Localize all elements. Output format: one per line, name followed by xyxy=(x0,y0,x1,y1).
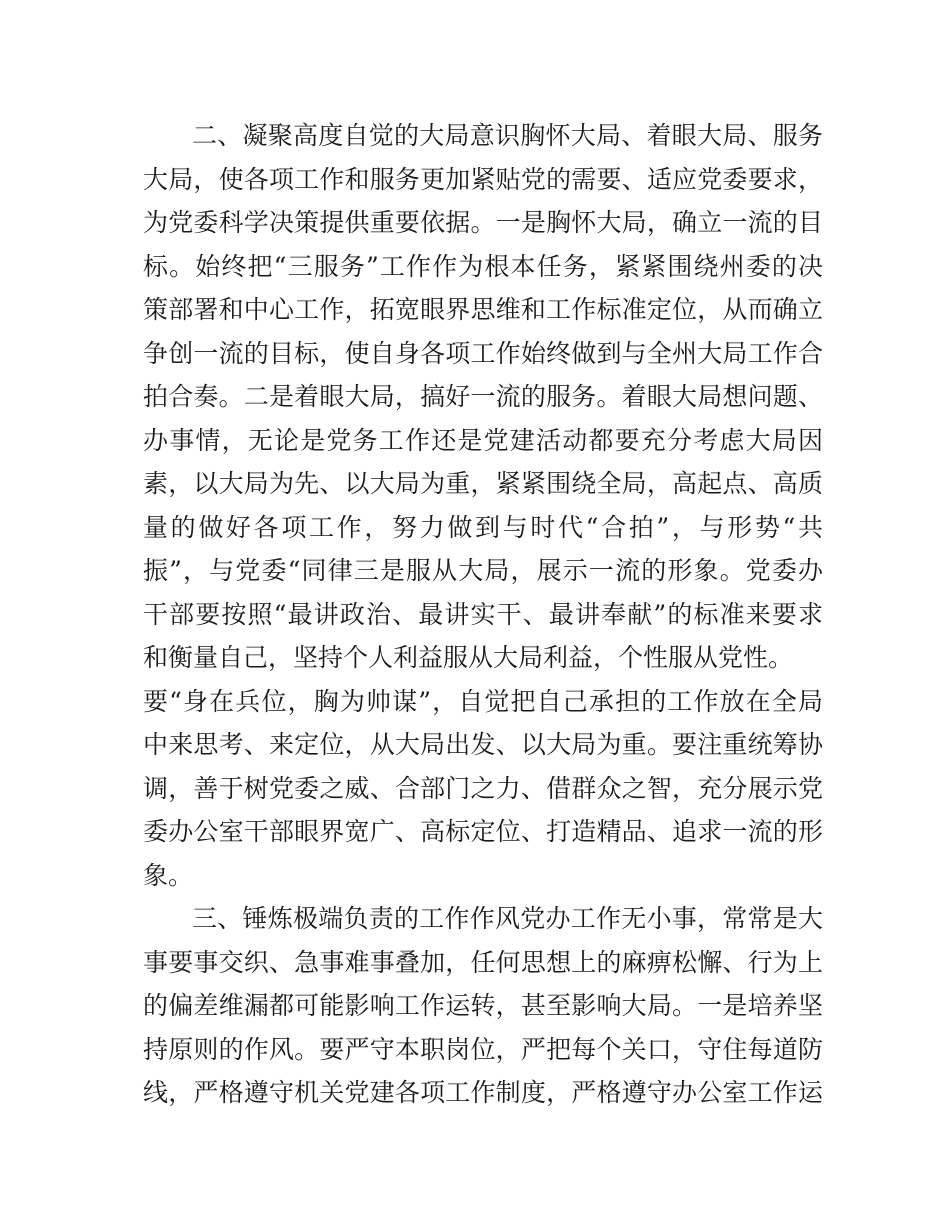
paragraph-line: 标。始终把“三服务”工作作为根本任务，紧紧围绕州委的决 xyxy=(143,251,823,281)
paragraph-line: 三、锤炼极端负责的工作作风党办工作无小事，常常是大 xyxy=(192,904,823,933)
paragraph-line: 策部署和中心工作，拓宽眼界思维和工作标准定位，从而确立 xyxy=(143,295,823,324)
paragraph-line: 办事情，无论是党务工作还是党建活动都要充分考虑大局因 xyxy=(143,425,823,455)
paragraph-line: 素，以大局为先、以大局为重，紧紧围绕全局，高起点、高质 xyxy=(143,469,823,498)
paragraph-line: 干部要按照“最讲政治、最讲实干、最讲奉献”的标准来要求 xyxy=(143,599,823,629)
paragraph-line: 和衡量自己，坚持个人利益服从大局利益，个性服从党性。 xyxy=(143,643,794,672)
paragraph-line: 调，善于树党委之威、合部门之力、借群众之智，充分展示党 xyxy=(143,773,823,803)
paragraph-line: 象。 xyxy=(143,860,194,890)
paragraph-line: 线，严格遵守机关党建各项工作制度，严格遵守办公室工作运 xyxy=(143,1078,823,1107)
paragraph-line: 要“身在兵位，胸为帅谋”，自觉把自己承担的工作放在全局 xyxy=(143,686,823,716)
paragraph-line: 持原则的作风。要严守本职岗位，严把每个关口，守住每道防 xyxy=(143,1034,823,1064)
document-body xyxy=(143,114,823,1115)
paragraph-line: 争创一流的目标，使自身各项工作始终做到与全州大局工作合 xyxy=(143,338,823,368)
paragraph-line: 二、凝聚高度自觉的大局意识胸怀大局、着眼大局、服务 xyxy=(192,121,823,150)
paragraph-line: 为党委科学决策提供重要依据。一是胸怀大局，确立一流的目 xyxy=(143,208,823,237)
paragraph-line: 量的做好各项工作，努力做到与时代“合拍”，与形势“共 xyxy=(143,512,823,542)
paragraph-line: 振”，与党委“同律三是服从大局，展示一流的形象。党委办 xyxy=(143,556,823,585)
paragraph-line: 中来思考、来定位，从大局出发、以大局为重。要注重统筹协 xyxy=(143,730,823,759)
paragraph-line: 的偏差维漏都可能影响工作运转，甚至影响大局。一是培养坚 xyxy=(143,991,823,1020)
paragraph-line: 委办公室干部眼界宽广、高标定位、打造精品、追求一流的形 xyxy=(143,817,823,846)
paragraph-line: 事要事交织、急事难事叠加，任何思想上的麻痹松懈、行为上 xyxy=(143,947,823,977)
paragraph-line: 拍合奏。二是着眼大局，搞好一流的服务。着眼大局想问题、 xyxy=(143,382,823,411)
paragraph-line: 大局，使各项工作和服务更加紧贴党的需要、适应党委要求， xyxy=(143,164,823,194)
